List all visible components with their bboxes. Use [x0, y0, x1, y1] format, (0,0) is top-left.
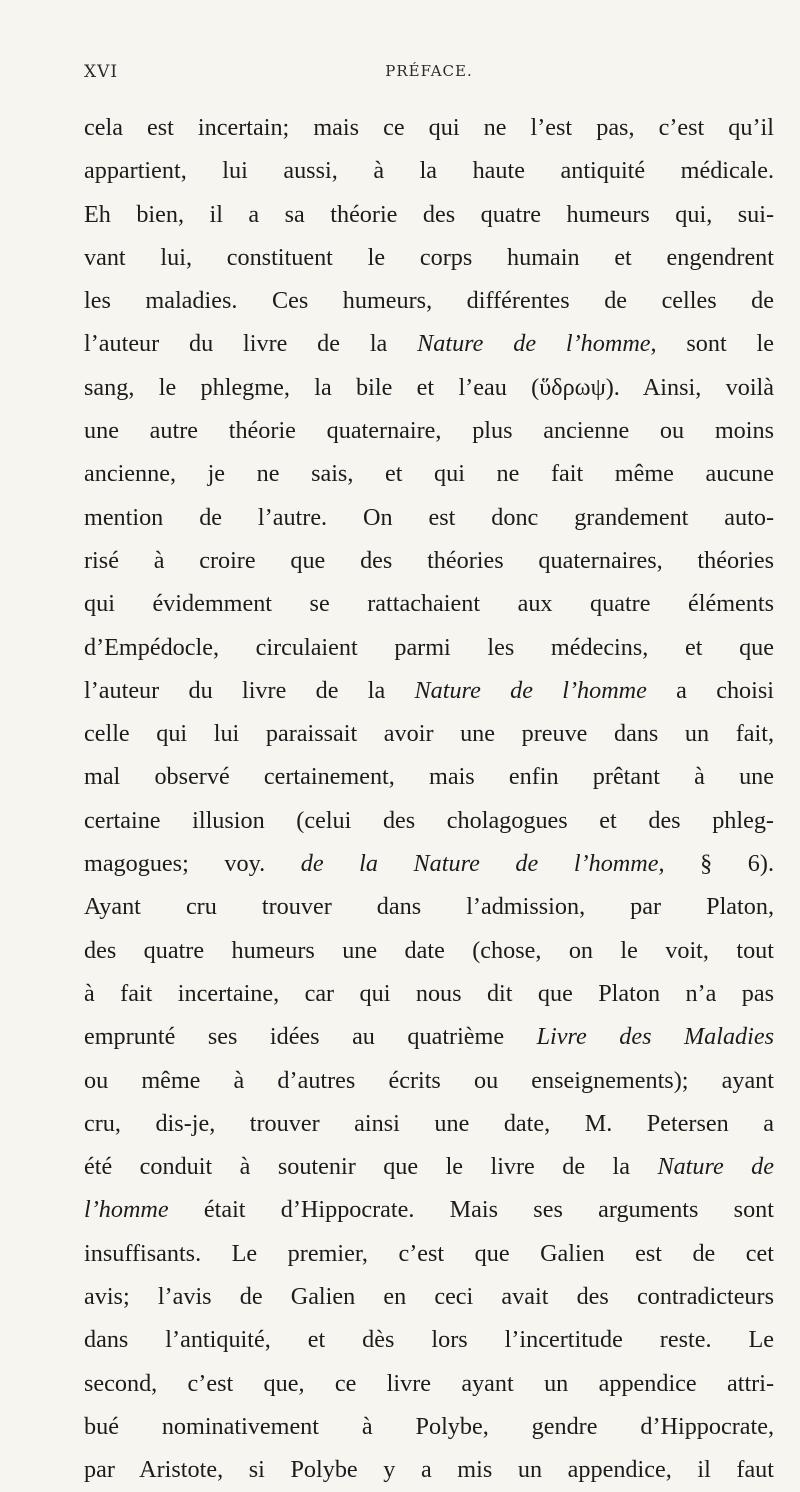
text-line — [84, 1145, 774, 1188]
text-line — [84, 1059, 774, 1102]
text-line — [84, 1232, 774, 1275]
text-line — [84, 799, 774, 842]
text-line — [84, 885, 774, 928]
italic-title: Livre des Maladies — [536, 1023, 774, 1051]
text-segment: les maladies. Ces humeurs, différentes de celles de — [84, 287, 774, 315]
text-segment: l’auteur du livre de la — [84, 676, 415, 704]
text-line — [84, 236, 774, 279]
text-segment: été conduit à soutenir que le livre de la — [84, 1153, 658, 1181]
text-segment: qui évidemment se rattachaient aux quatre éléments — [84, 590, 774, 618]
text-segment: appartient, lui aussi, à la haute antiquité médicale. — [84, 157, 774, 185]
text-line — [84, 929, 774, 972]
page-header — [84, 62, 774, 88]
text-line — [84, 1102, 774, 1145]
text-segment: cela est incertain; mais ce qui ne l’est pas, c’est qu’il — [84, 114, 774, 141]
text-segment: à fait incertaine, car qui nous dit que Platon n’a pas — [84, 979, 774, 1007]
text-segment: l’auteur du livre de la — [84, 330, 418, 358]
text-segment: Eh bien, il a sa théorie des quatre humeurs qui, sui- — [84, 200, 774, 228]
text-line — [84, 755, 774, 798]
text-segment: bué nominativement à Polybe, gendre d’Hippocrate, — [84, 1412, 774, 1440]
text-line — [84, 842, 774, 885]
text-segment: ou même à d’autres écrits ou enseignements); ayant — [84, 1066, 774, 1094]
italic-title: Nature de l’homme — [417, 330, 651, 358]
text-line — [84, 149, 774, 192]
text-segment: d’Empédocle, circulaient parmi les médecins, et que — [84, 633, 774, 661]
text-segment: vant lui, constituent le corps humain et engendrent — [84, 243, 774, 271]
text-line — [84, 1318, 774, 1361]
text-segment: sang, le phlegme, la bile et l’eau (ὕδρωψ). Ainsi, voilà — [84, 373, 774, 401]
text-line — [84, 1448, 774, 1491]
text-segment: , § 6). — [658, 850, 774, 878]
italic-title: de la Nature de l’homme — [300, 850, 659, 878]
text-segment: une autre théorie quaternaire, plus ancienne ou moins — [84, 417, 774, 445]
running-title: PRÉFACE. — [385, 62, 473, 80]
text-line — [84, 1015, 774, 1058]
body-text — [84, 106, 774, 1492]
text-segment: Ayant cru trouver dans l’admission, par Platon, — [84, 893, 774, 921]
text-segment: mal observé certainement, mais enfin prêtant à une — [84, 763, 774, 791]
text-segment: cru, dis-je, trouver ainsi une date, M. Petersen a — [84, 1109, 774, 1137]
text-segment: insuffisants. Le premier, c’est que Galien est de cet — [84, 1239, 774, 1267]
text-segment: magogues; voy. — [84, 850, 301, 878]
text-segment: par Aristote, si Polybe y a mis un appendice, il faut — [84, 1456, 774, 1484]
text-line — [84, 366, 774, 409]
text-line — [84, 452, 774, 495]
text-line — [84, 669, 774, 712]
text-line — [84, 712, 774, 755]
text-line — [84, 496, 774, 539]
text-line — [84, 582, 774, 625]
text-line — [84, 322, 774, 365]
text-line — [84, 409, 774, 452]
text-segment: mention de l’autre. On est donc grandement auto- — [84, 503, 774, 531]
text-segment: risé à croire que des théories quaternaires, théories — [84, 546, 774, 574]
text-line — [84, 1188, 774, 1231]
text-line — [84, 1405, 774, 1448]
text-line — [84, 1362, 774, 1405]
text-line — [84, 626, 774, 669]
text-line — [84, 972, 774, 1015]
text-line — [84, 279, 774, 322]
italic-title: Nature de l’homme — [414, 676, 647, 704]
text-segment: , sont le — [650, 330, 774, 358]
text-line — [84, 106, 774, 149]
text-segment: celle qui lui paraissait avoir une preuve dans un fait, — [84, 720, 774, 748]
text-segment: dans l’antiquité, et dès lors l’incertitude reste. Le — [84, 1326, 774, 1354]
text-line — [84, 1275, 774, 1318]
text-segment: des quatre humeurs une date (chose, on le voit, tout — [84, 936, 774, 964]
text-line — [84, 539, 774, 582]
page-number: XVI — [84, 62, 119, 82]
text-segment: second, c’est que, ce livre ayant un appendice attri- — [84, 1369, 774, 1397]
text-segment: avis; l’avis de Galien en ceci avait des contradicteurs — [84, 1283, 774, 1311]
text-segment: emprunté ses idées au quatrième — [84, 1023, 537, 1051]
text-segment: ancienne, je ne sais, et qui ne fait même aucune — [84, 460, 774, 488]
italic-title: Nature de — [657, 1153, 775, 1181]
text-segment: était d’Hippocrate. Mais ses arguments sont — [168, 1196, 774, 1224]
text-line — [84, 193, 774, 236]
italic-title: l’homme — [84, 1196, 169, 1224]
text-segment: a choisi — [646, 676, 774, 704]
text-segment: certaine illusion (celui des cholagogues et des phleg- — [84, 806, 774, 834]
